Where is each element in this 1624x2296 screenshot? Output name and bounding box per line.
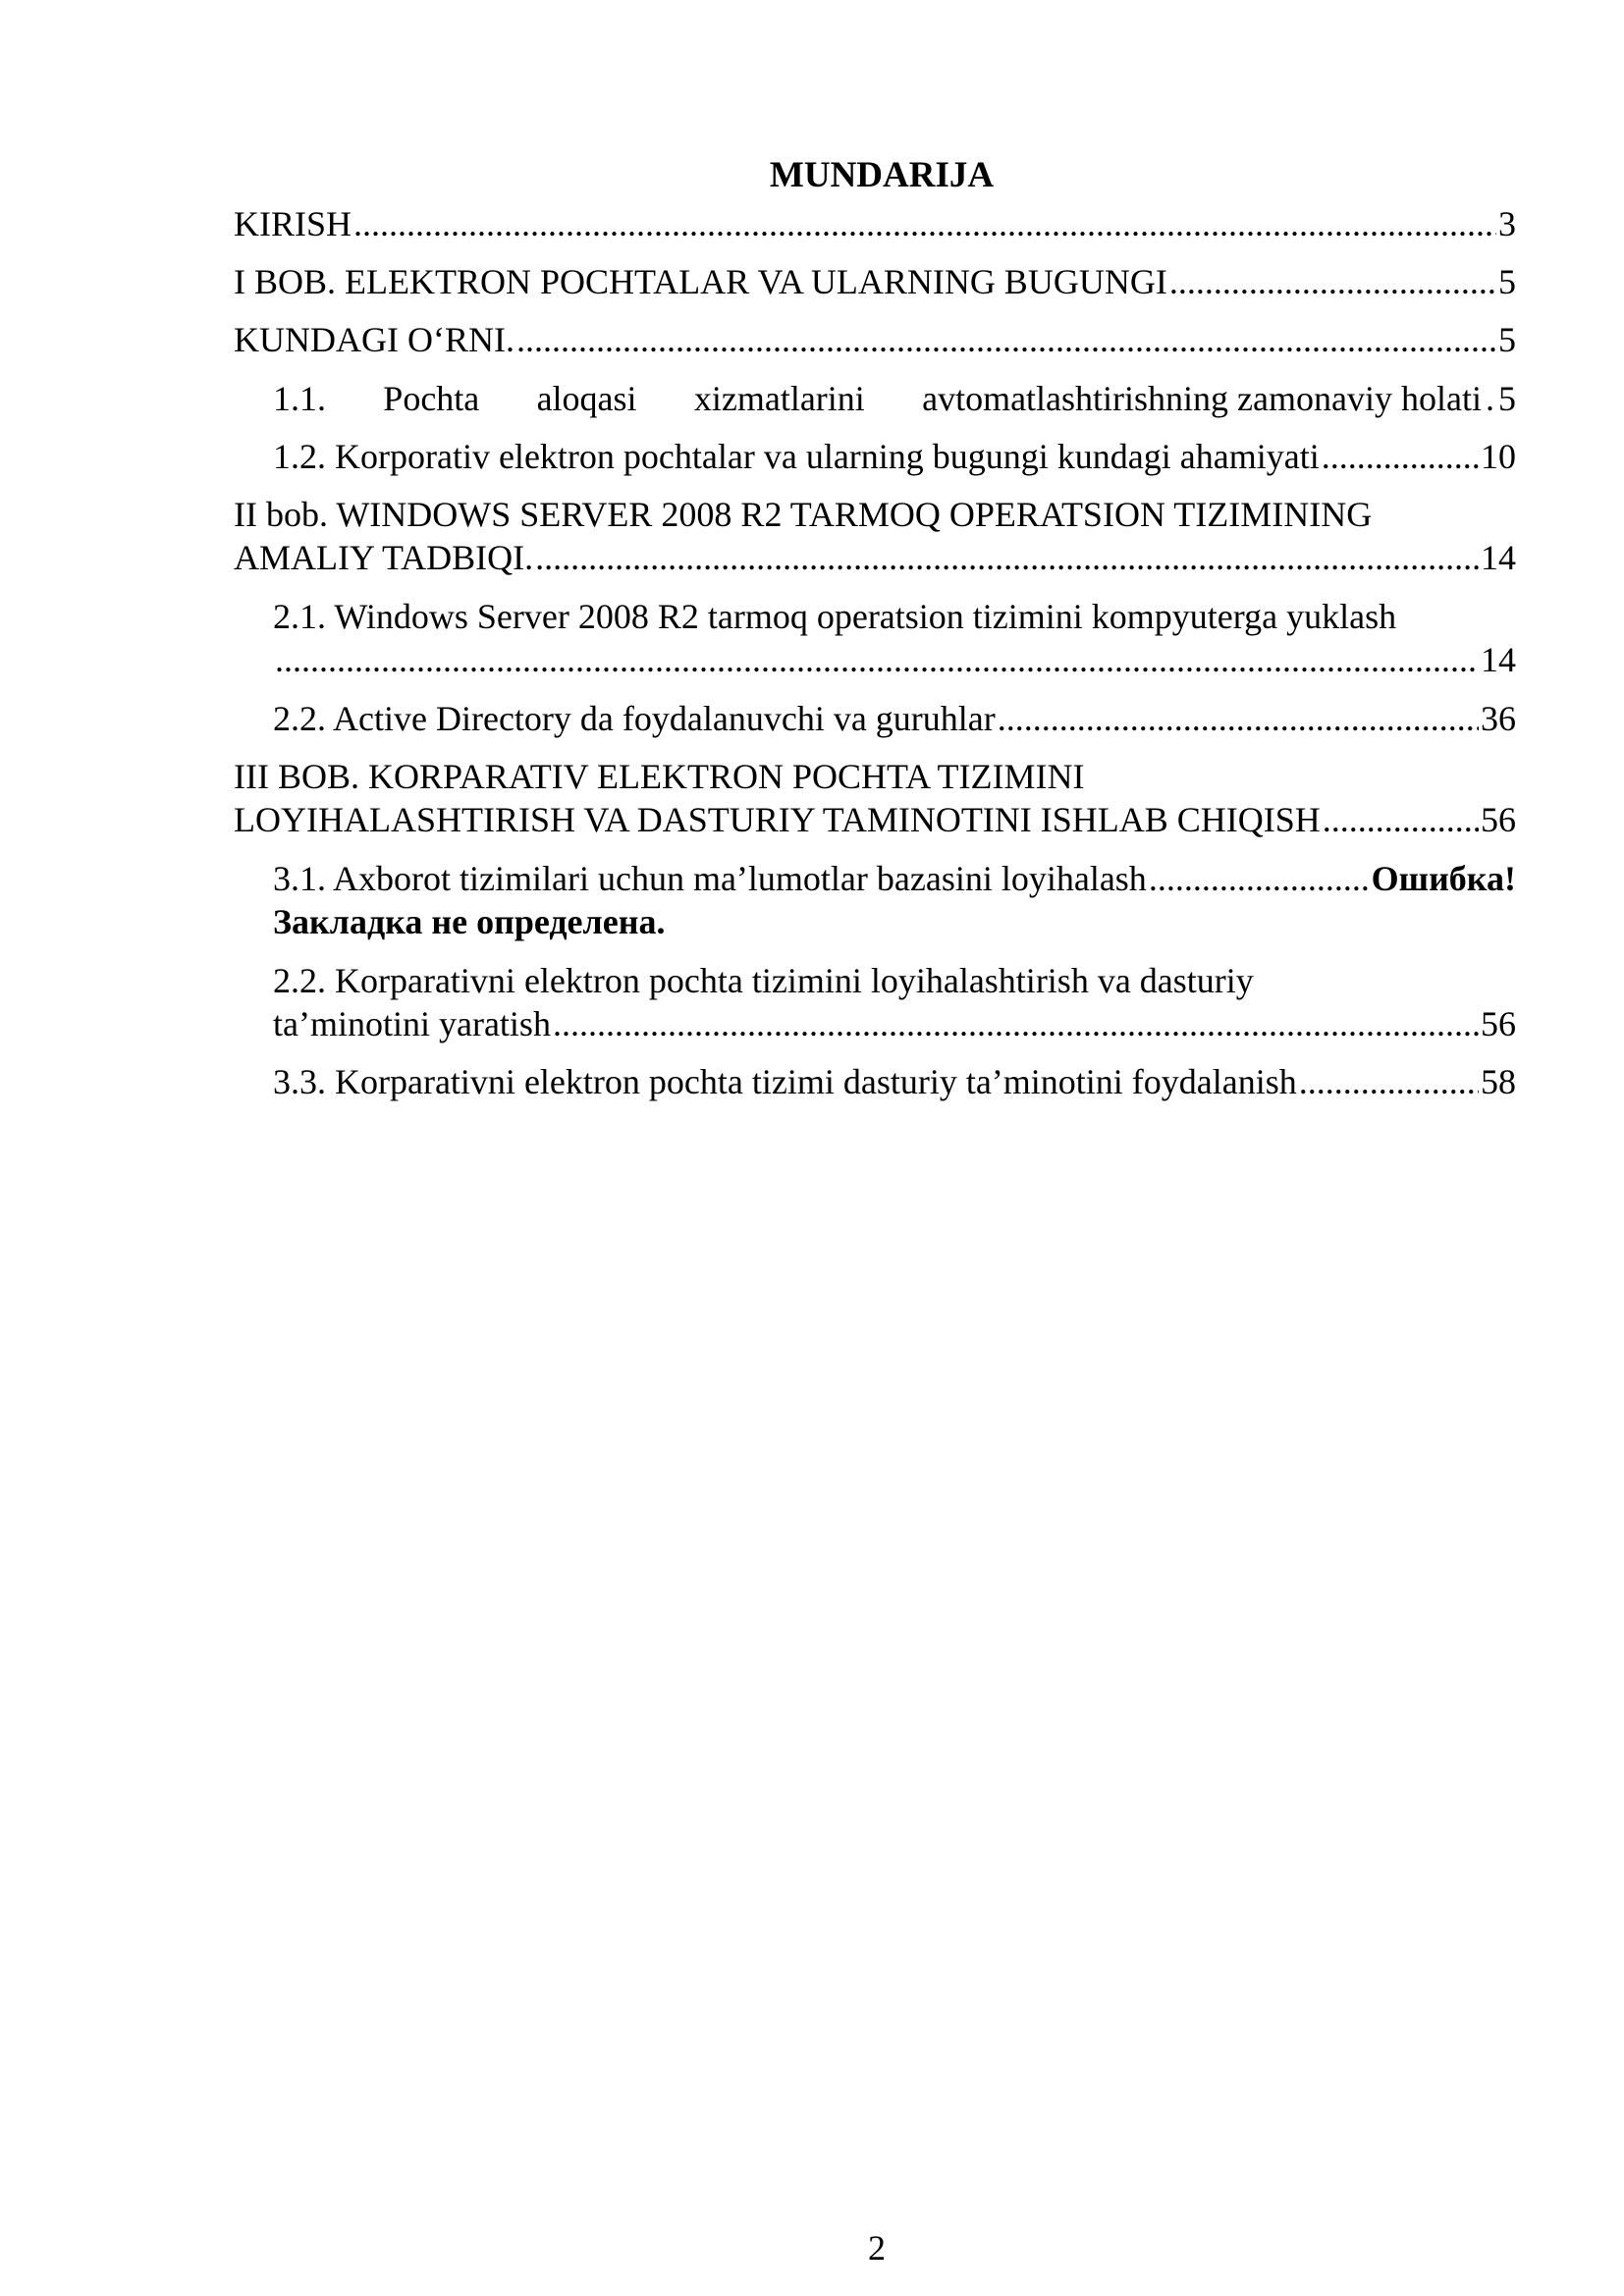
toc-page-number: 56 (1481, 800, 1516, 839)
bookmark-error-text-cont: Закладка не определена. (273, 902, 666, 941)
toc-entry-text: KIRISH (234, 204, 352, 243)
toc-entry-text: 3.3. Korparativni elektron pochta tizimi dasturiy ta’minotini foydalanish (273, 1062, 1297, 1101)
toc-page-number: 3 (1498, 204, 1516, 243)
dot-leader (1299, 1060, 1479, 1103)
bookmark-error-text: Ошибка! (1371, 859, 1516, 898)
page-number: 2 (868, 2228, 886, 2268)
dot-leader (353, 202, 1496, 245)
dot-leader (998, 697, 1479, 740)
toc-page-number: 14 (1481, 538, 1516, 577)
toc-page-number: 58 (1481, 1062, 1516, 1101)
toc-entry-section-1-2[interactable] (273, 435, 1516, 478)
toc-page-number: 56 (1481, 1004, 1516, 1043)
toc-entry-text: 3.1. Axborot tizimilari uchun ma’lumotlar bazasini loyihalash (273, 859, 1147, 898)
toc-entry-section-3-1[interactable] (273, 857, 1516, 943)
toc-entry-kirish[interactable] (234, 202, 1516, 245)
toc-entry-text: KUNDAGI O‘RNI. (234, 320, 514, 359)
dot-leader (516, 318, 1496, 361)
toc-entry-section-2-2b[interactable] (273, 959, 1516, 1045)
toc-entry-section-2-1[interactable] (273, 595, 1516, 681)
toc-page-number: 5 (1498, 379, 1516, 418)
toc-entry-text: II bob. WINDOWS SERVER 2008 R2 TARMOQ OPERATSION TIZIMINING (234, 495, 1373, 534)
toc-entry-text: 2.2. Korparativni elektron pochta tizimini loyihalashtirish va dasturiy (273, 961, 1254, 1000)
toc-page-number: 14 (1481, 640, 1516, 679)
toc-page-number: 36 (1481, 699, 1516, 738)
toc-entry-text: I BOB. ELEKTRON POCHTALAR VA ULARNING BUGUNGI (234, 262, 1167, 301)
toc-entry-chapter-2[interactable] (234, 493, 1516, 579)
toc-page-number: 10 (1481, 437, 1516, 476)
toc-entry-text: 2.1. Windows Server 2008 R2 tarmoq operatsion tizimini kompyuterga yuklash (273, 597, 1397, 636)
toc-entry-chapter-1[interactable] (234, 260, 1516, 303)
dot-leader (1322, 435, 1479, 478)
toc-entry-section-1-1[interactable] (273, 377, 1516, 420)
toc-entry-text: 2.2. Active Directory da foydalanuvchi va guruhlar (273, 699, 996, 738)
toc-entry-chapter-1-cont[interactable] (234, 318, 1516, 361)
toc-title: MUNDARIJA (769, 155, 995, 195)
toc-entry-text-cont: LOYIHALASHTIRISH VA DASTURIY TAMINOTINI ISHLAB CHIQISH (234, 800, 1321, 839)
dot-leader: . (1486, 379, 1494, 418)
toc-entry-text: 1.2. Korporativ elektron pochtalar va ularning bugungi kundagi ahamiyati (273, 437, 1320, 476)
dot-leader (553, 1002, 1479, 1045)
toc-entry-text: 1.1. Pochta aloqasi xizmatlarini avtomatlashtirishning zamonaviy holati (273, 379, 1482, 418)
toc-entry-section-2-2[interactable] (273, 697, 1516, 740)
toc-page-number: 5 (1498, 262, 1516, 301)
dot-leader (275, 638, 1479, 681)
toc-entry-text-cont: ta’minotini yaratish (273, 1004, 551, 1043)
dot-leader (535, 536, 1479, 579)
toc-entry-section-3-3[interactable] (273, 1060, 1516, 1103)
dot-leader (1149, 857, 1370, 900)
toc-entry-text-cont: AMALIY TADBIQI. (234, 538, 534, 577)
toc-entry-text: III BOB. KORPARATIV ELEKTRON POCHTA TIZIMINI (234, 757, 1085, 796)
toc-page-number: 5 (1498, 320, 1516, 359)
toc-entry-chapter-3[interactable] (234, 755, 1516, 841)
dot-leader (1323, 798, 1479, 841)
dot-leader (1169, 260, 1496, 303)
